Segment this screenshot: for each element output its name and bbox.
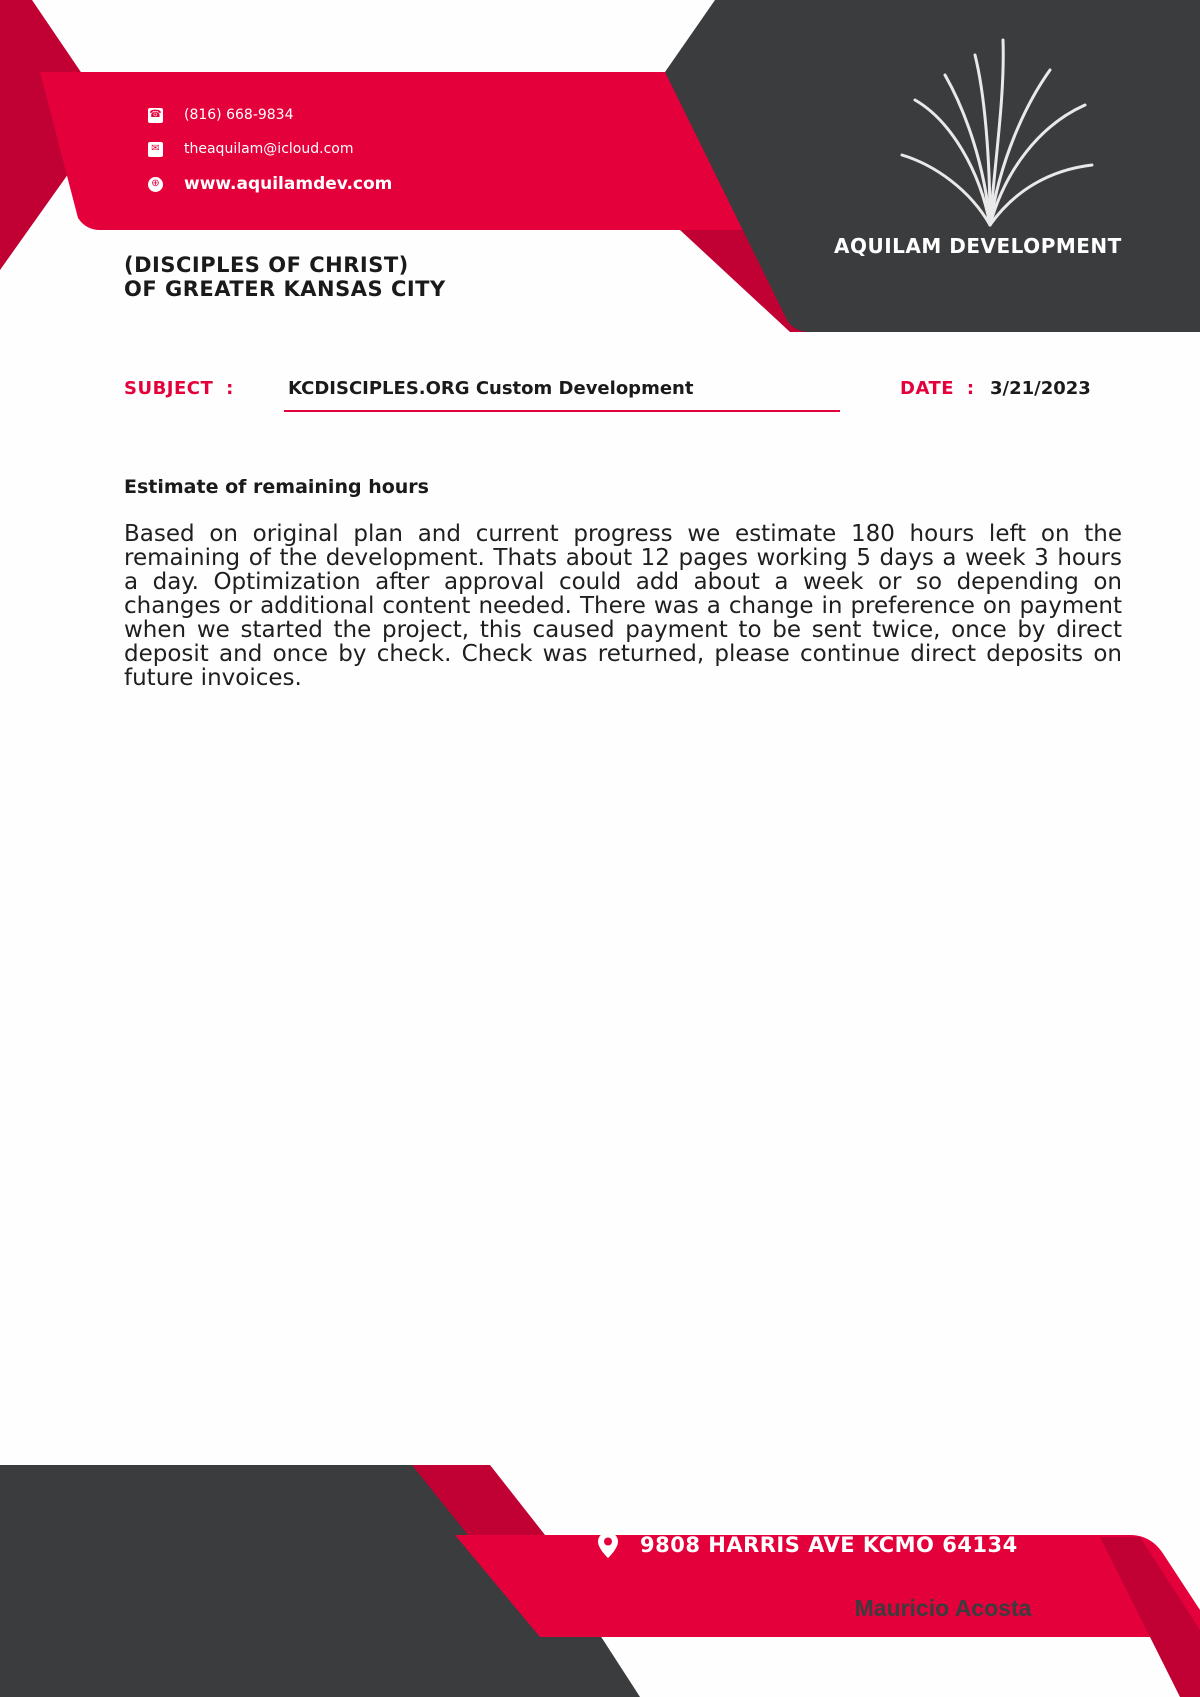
date-label	[900, 378, 975, 399]
recipient-line-2: OF GREATER KANSAS CITY	[124, 277, 446, 301]
brand-name: AQUILAM DEVELOPMENT	[834, 234, 1122, 258]
recipient	[124, 253, 446, 301]
signature-line	[830, 1571, 1056, 1573]
subject-value: KCDISCIPLES.ORG Custom Development	[288, 378, 694, 399]
signature-name: Mauricio Acosta	[854, 1595, 1032, 1621]
phone-text: (816) 668-9834	[184, 107, 294, 123]
content-heading: Estimate of remaining hours	[124, 476, 429, 498]
date-label-text: DATE	[900, 378, 955, 399]
date-separator: :	[966, 378, 975, 399]
website-text: www.aquilamdev.com	[184, 174, 393, 194]
contact-phone[interactable]	[148, 107, 294, 123]
footer-address	[598, 1532, 1018, 1558]
date-value: 3/21/2023	[990, 378, 1091, 399]
contact-website[interactable]	[148, 174, 392, 194]
recipient-line-1: (DISCIPLES OF CHRIST)	[124, 253, 409, 277]
email-text: theaquilam@icloud.com	[184, 141, 354, 157]
phone-icon: ☎	[148, 108, 163, 123]
subject-separator: :	[226, 378, 234, 399]
content-body: Based on original plan and current progress we estimate 180 hours left on the remaining of the development. Thats about 12 pages working 5 days a week 3 hours a day. Optimization after approval could add about a week or so depending on changes or additional content needed. There was a change in preference on payment when we started the project, this caused payment to be sent twice, once by direct deposit and once by check. Check was returned, please continue direct deposits on future invoices.	[124, 521, 1122, 691]
globe-icon: ⊕	[148, 177, 163, 192]
subject-label-text: SUBJECT	[124, 378, 214, 399]
contact-email[interactable]	[148, 141, 353, 157]
subject-underline	[284, 410, 840, 412]
subject-label	[124, 378, 234, 399]
location-pin-icon	[598, 1532, 618, 1558]
mail-icon: ✉	[148, 142, 163, 157]
footer-address-text: 9808 HARRIS AVE KCMO 64134	[640, 1533, 1018, 1557]
